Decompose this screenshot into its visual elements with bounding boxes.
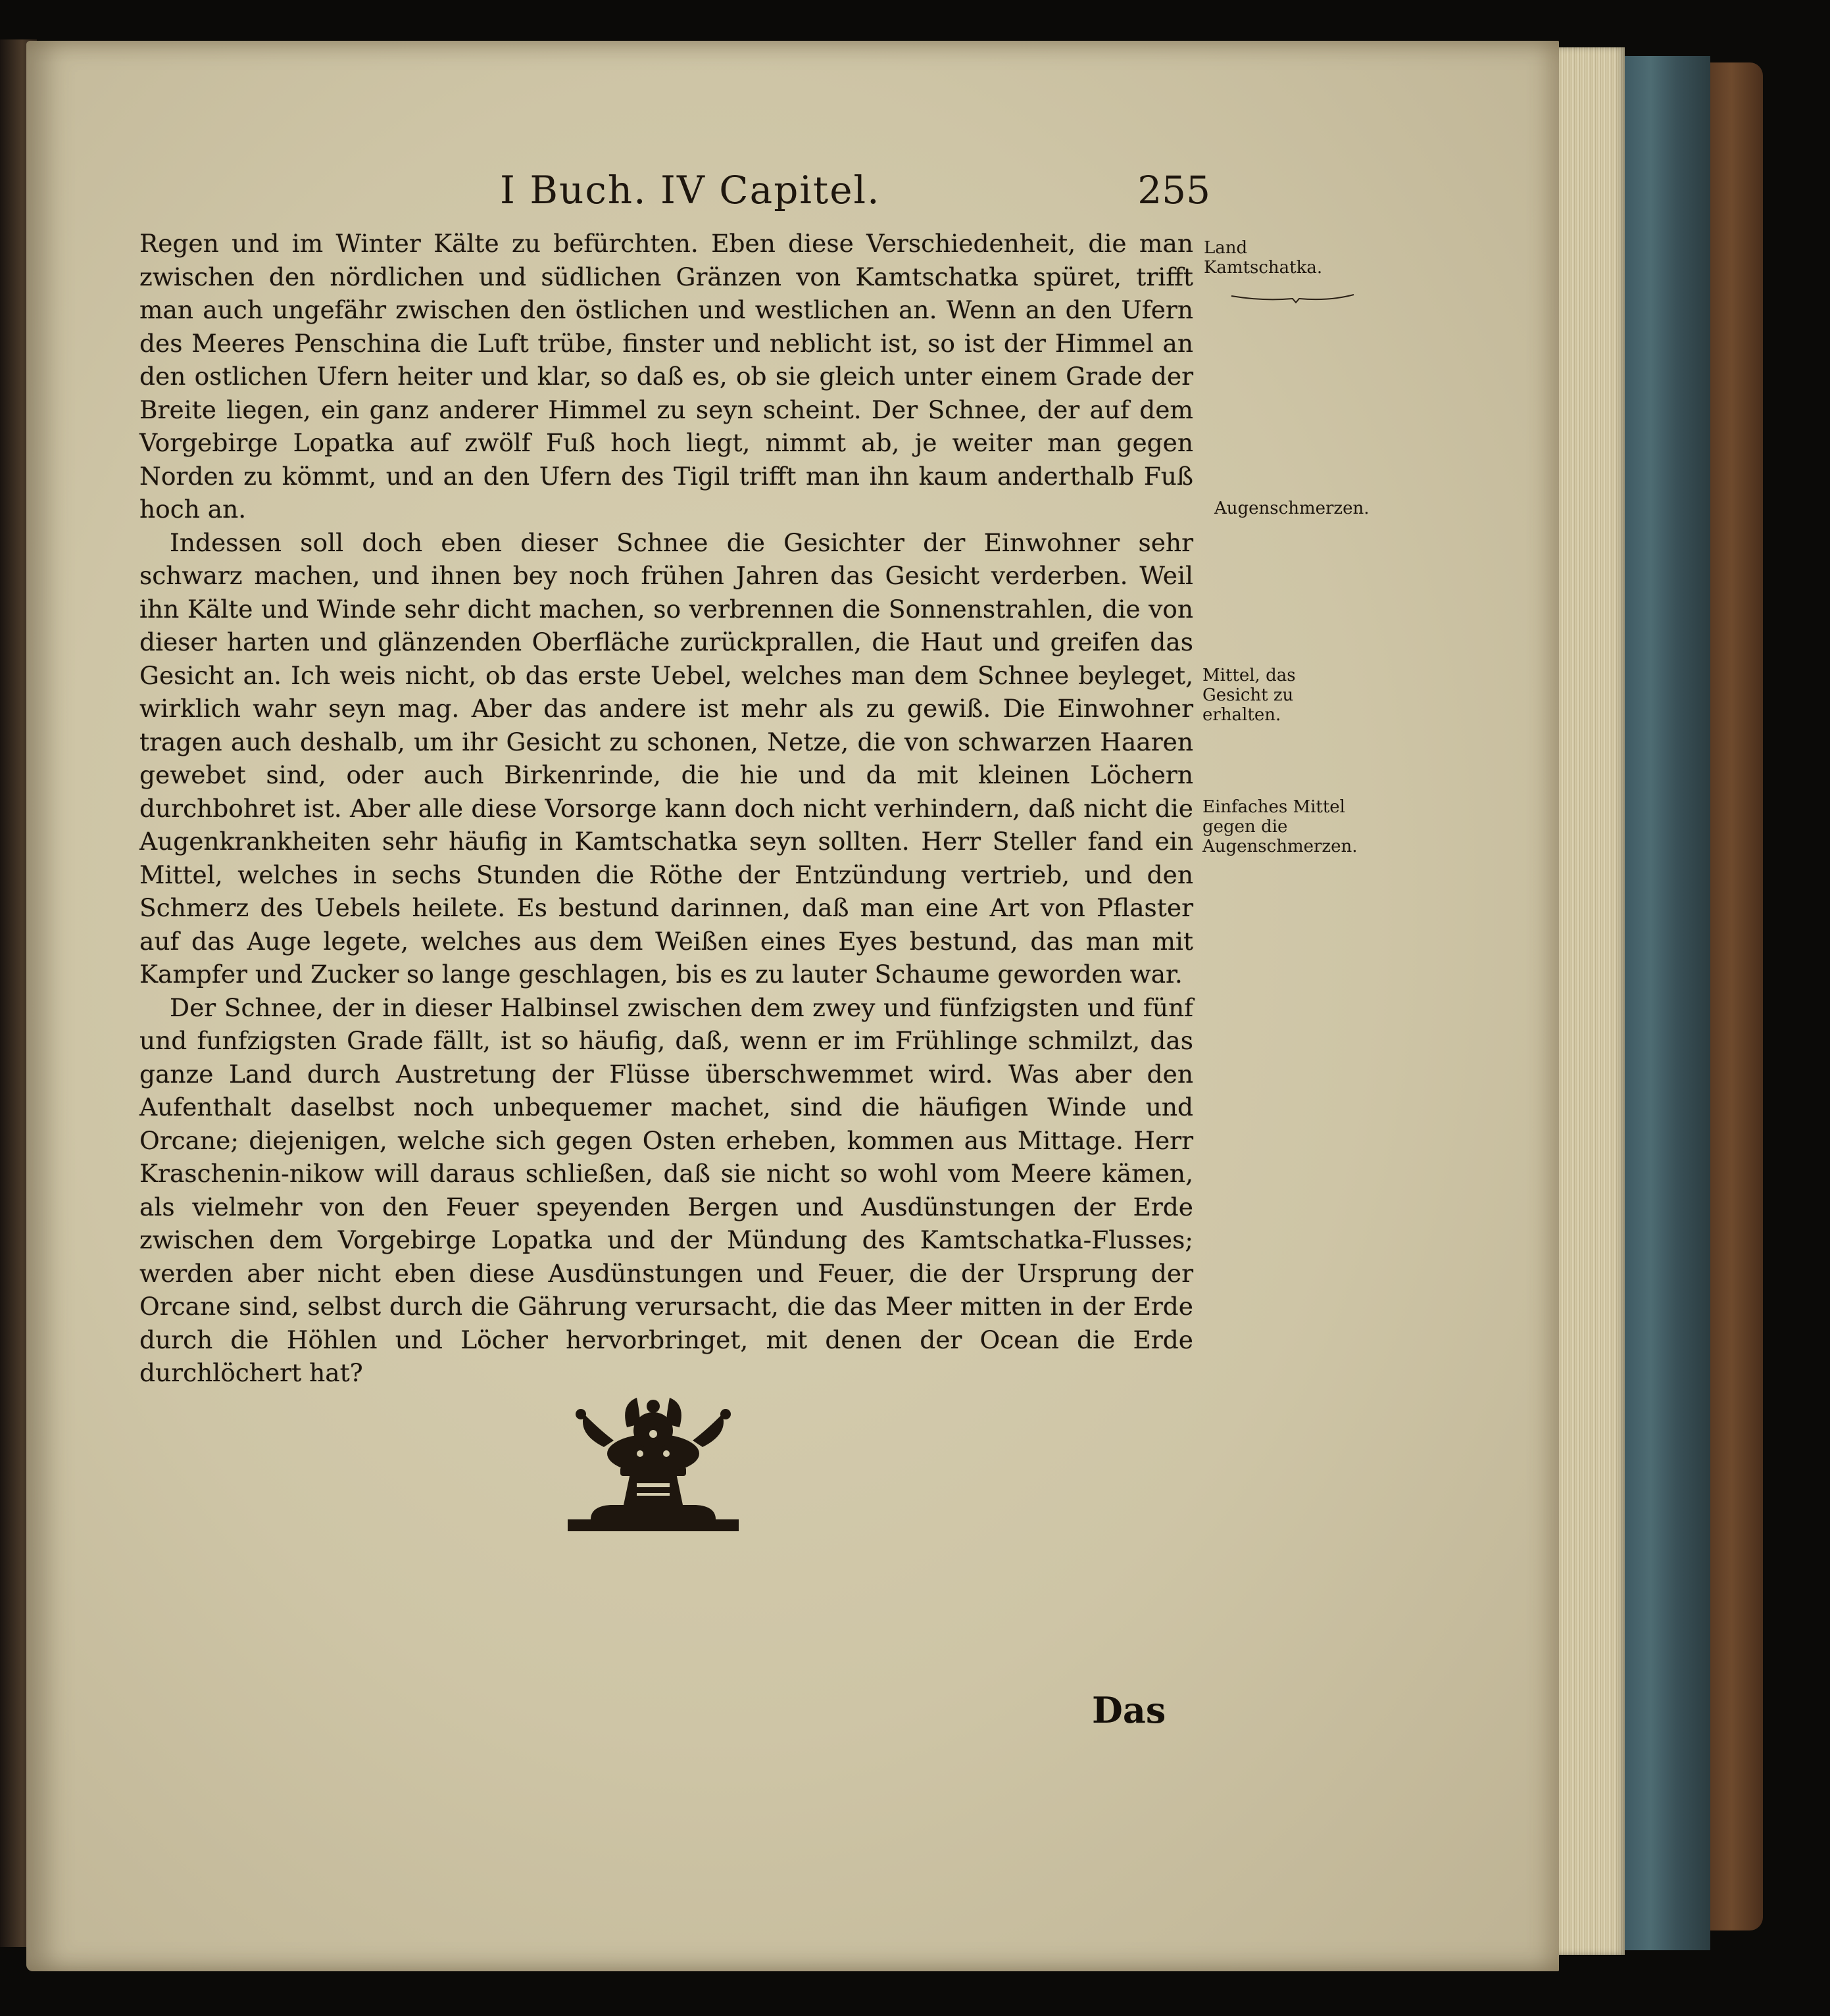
paragraph: Der Schnee, der in dieser Halbinsel zwischen dem zwey und fünfzigsten und fünf und funfzigsten Grade fällt, ist so häufig, daß, wenn er im Frühlinge schmilzt, das ganze Land durch Austretung der Flüsse überschwemmet wird. Was aber den Aufenthalt daselbst noch unbequemer machet, sind die häufigen Winde und Orcane; diejenigen, welche sich gegen Osten erheben, kommen aus Mittage. Herr Kraschenin-nikow will daraus schließen, daß sie nicht so wohl vom Meere kämen, als vielmehr von den Feuer speyenden Bergen und Ausdünstungen der Erde zwischen dem Vorgebirge Lopatka und der Mündung des Kamtschatka-Flusses; werden aber nicht eben diese Ausdünstungen und Feuer, die der Ursprung der Orcane sind, selbst durch die Gährung verursacht, die das Meer mitten in der Erde durch die Höhlen und Löcher hervorbringet, mit denen der Ocean die Erde durchlöchert hat? — [139, 993, 1193, 1387]
cover-leather — [1710, 62, 1763, 1930]
running-head — [500, 168, 1210, 220]
paragraph: Indessen soll doch eben dieser Schnee die Gesichter der Einwohner sehr schwarz machen, und ihnen bey noch frühen Jahren das Gesicht verderben. Weil ihn Kälte und Winde sehr dicht machen, so verbrennen die Sonnenstrahlen, die von dieser harten und glänzenden Oberfläche zurückprallen, die Haut und greifen das Gesicht an. Ich weis nicht, ob das erste Uebel, welches man dem Schnee beyleget, wirklich wahr seyn mag. Aber das andere ist mehr als zu gewiß. Die Einwohner tragen auch deshalb, um ihr Gesicht zu schonen, Netze, die von schwarzen Haaren gewebet sind, oder auch Birkenrinde, die hie und da mit kleinen Löchern durchbohret ist. Aber alle diese Vorsorge kann doch nicht verhindern, daß nicht die Augenkrankheiten sehr häufig in Kamtschatka seyn sollten. Herr Steller fand ein Mittel, welches in sechs Stunden die Röthe der Entzündung vertrieb, und den Schmerz des Uebels heilete. Es bestund darinnen, daß man eine Art von Pflaster auf das Auge legete, welches aus dem Weißen eines Eyes bestund, das man mit Kampfer und Zucker so lange geschlagen, bis es zu lauter Schaume geworden war. — [139, 528, 1193, 989]
catchword: Das — [1092, 1689, 1166, 1731]
chapter-title: I Buch. IV Capitel. — [500, 168, 881, 212]
page-number: 255 — [1137, 168, 1210, 212]
cover-board — [1625, 56, 1710, 1950]
page-edges — [1559, 47, 1625, 1955]
basket-of-flowers-vignette-icon — [564, 1394, 742, 1539]
main-text — [139, 227, 1193, 1390]
margin-note-bracket-icon — [1230, 293, 1355, 304]
margin-note-augenschmerzen: Augenschmerzen. — [1214, 499, 1370, 518]
margin-note-einfaches-mittel: Einfaches Mittel gegen die Augenschmerzen. — [1202, 797, 1358, 856]
paragraph: Regen und im Winter Kälte zu befürchten. Eben diese Verschiedenheit, die man zwischen den nördlichen und südlichen Gränzen von Kamtschatka spüret, trifft man auch ungefähr zwischen den östlichen und westlichen an. Wenn an den Ufern des Meeres Penschina die Luft trübe, finster und neblicht ist, so ist der Himmel an den ostlichen Ufern heiter und klar, so daß es, ob sie gleich unter einem Grade der Breite liegen, ein ganz anderer Himmel zu seyn scheint. Der Schnee, der auf dem Vorgebirge Lopatka auf zwölf Fuß hoch liegt, nimmt ab, je weiter man gegen Norden zu kömmt, und an den Ufern des Tigil trifft man ihn kaum anderthalb Fuß hoch an. — [139, 229, 1193, 524]
margin-note-land: Land Kamtschatka. — [1204, 238, 1323, 278]
margin-note-mittel: Mittel, das Gesicht zu erhalten. — [1202, 666, 1296, 725]
